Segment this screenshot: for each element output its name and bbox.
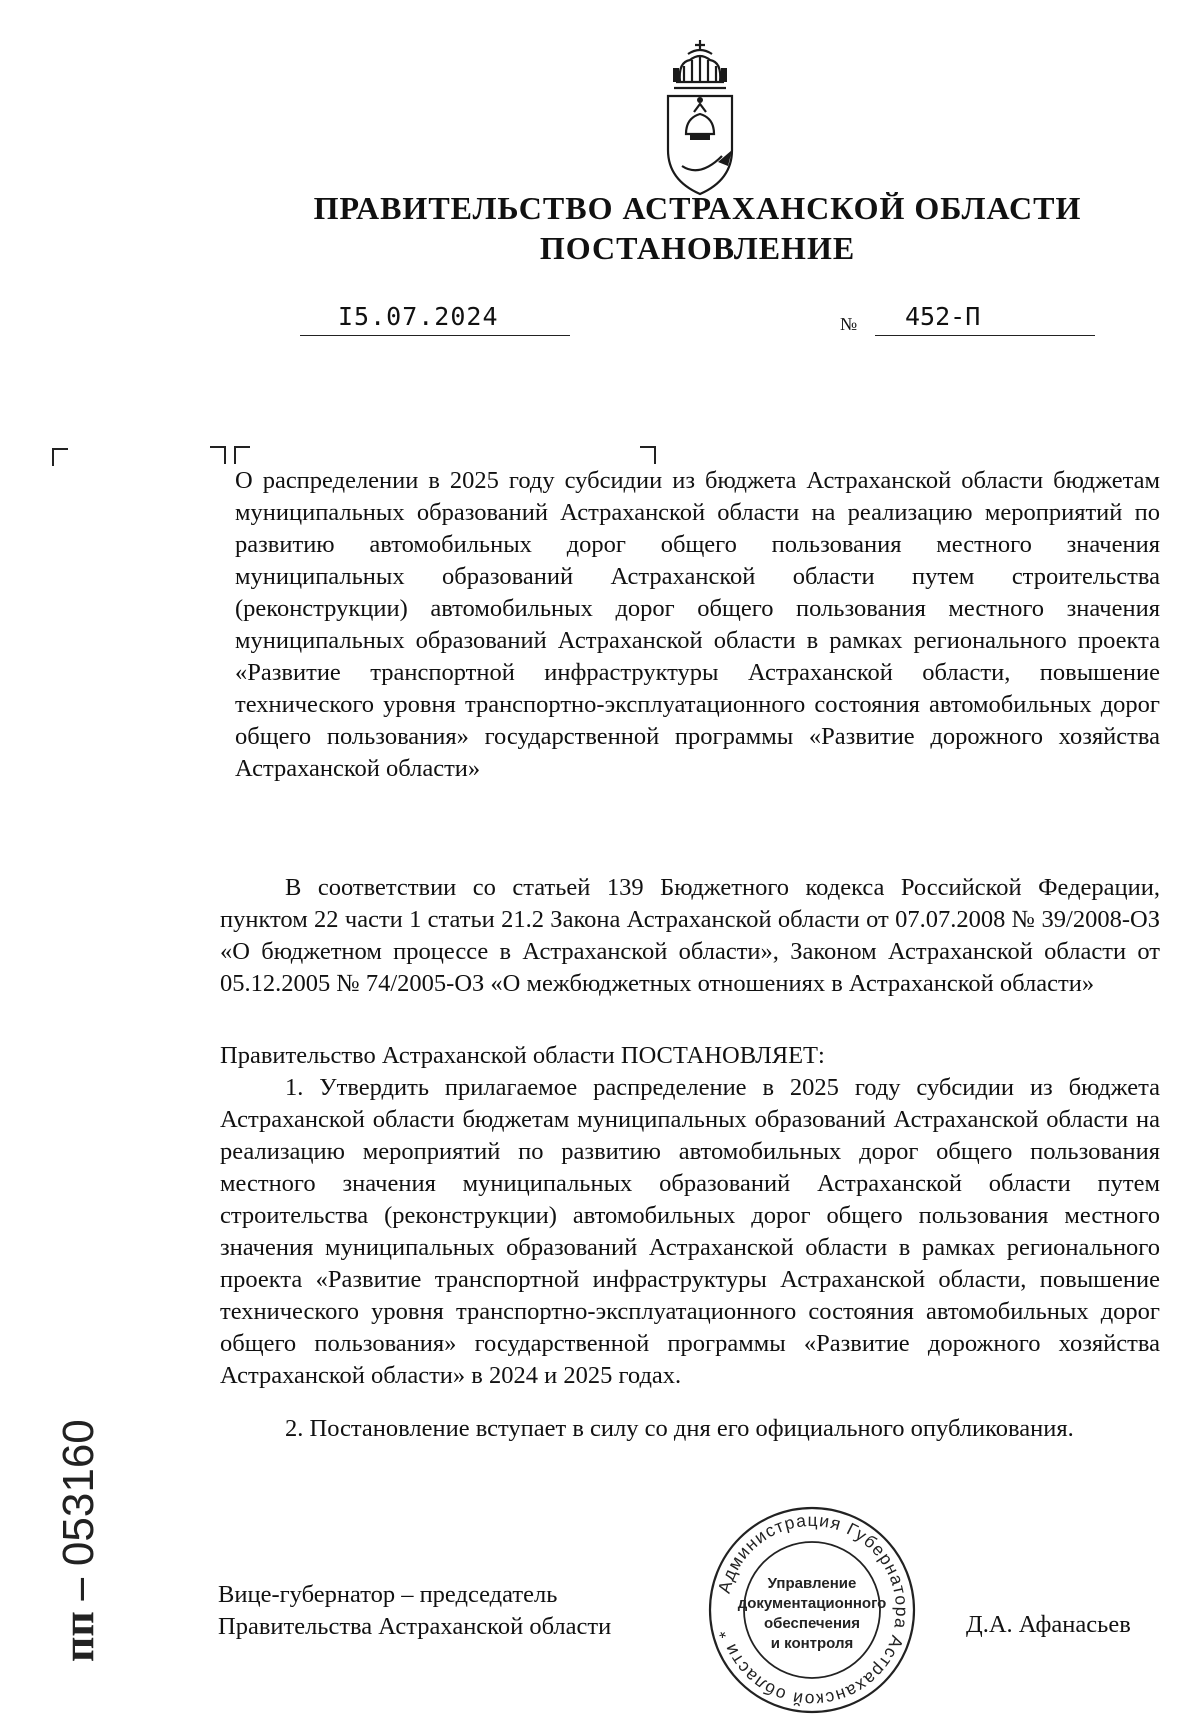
subject-bracket-open-mark — [234, 446, 250, 464]
margin-corner-mark — [52, 448, 68, 466]
subject-bracket-close-mark — [640, 446, 656, 464]
government-title: ПРАВИТЕЛЬСТВО АСТРАХАНСКОЙ ОБЛАСТИ — [313, 190, 1082, 226]
serial-series: пп – — [54, 1578, 103, 1662]
signer-position — [218, 1579, 611, 1643]
document-subject: О распределении в 2025 году субсидии из бюджета Астраханской области бюджетам муниципальных образований Астраханской области на реализацию мероприятий по развитию автомобильных дорог общего пользования местного значения муниципальных образований Астраханской области путем строительства (реконструкции) автомобильных дорог общего пользования местного значения муниципальных образований Астраханской области в рамках регионального проекта «Развитие транспортной инфраструктуры Астраханской области, повышение технического уровня транспортно-эксплуатационного состояния автомобильных дорог общего пользования» государственной программы «Развитие дорожного хозяйства Астраханской области» — [235, 467, 1160, 782]
coat-of-arms-icon — [650, 38, 750, 198]
clause-2: 2. Постановление вступает в силу со дня его официального опубликования. — [285, 1415, 1074, 1442]
stamp-center-line2: документационного — [737, 1595, 887, 1612]
preamble-paragraph: В соответствии со статьей 139 Бюджетного кодекса Российской Федерации, пунктом 22 части 1 статьи 21.2 Закона Астраханской области от 07.07.2008 № 39/2008-ОЗ «О бюджетном процессе в Астраханской области», Законом Астраханской области от 05.12.2005 № 74/2005-ОЗ «О межбюджетных отношениях в Астраханской области» — [220, 874, 1160, 997]
signer-position-line2: Правительства Астраханской области — [218, 1613, 612, 1640]
stamp-center-line3: обеспечения — [763, 1615, 861, 1632]
document-date: I5.07.2024 — [300, 302, 570, 336]
signer-position-line1: Вице-губернатор – председатель — [218, 1581, 558, 1608]
serial-number: 053160 — [54, 1419, 103, 1567]
subject-bracket-left-mark — [210, 446, 226, 464]
stamp-center-line1: Управление — [767, 1575, 857, 1592]
margin-serial — [45, 1419, 105, 1662]
document-type: ПОСТАНОВЛЕНИЕ — [539, 230, 856, 266]
stamp-center-line4: и контроля — [770, 1635, 854, 1652]
stamp-ring-text: Администрация Губернатора Астраханской области * — [713, 1509, 913, 1711]
official-stamp — [705, 1504, 919, 1716]
document-number: 452-П — [875, 302, 1095, 336]
clause-1: 1. Утвердить прилагаемое распределение в 2025 году субсидии из бюджета Астраханской области бюджетам муниципальных образований Астраханской области на реализацию мероприятий по развитию автомобильных дорог общего пользования местного значения муниципальных образований Астраханской области путем строительства (реконструкции) автомобильных дорог общего пользования местного значения муниципальных образований Астраханской области в рамках регионального проекта «Развитие транспортной инфраструктуры Астраханской области, повышение технического уровня транспортно-эксплуатационного состояния автомобильных дорог общего пользования» государственной программы «Развитие дорожного хозяйства Астраханской области» в 2024 и 2025 годах. — [220, 1074, 1160, 1389]
resolves-line: Правительство Астраханской области ПОСТАНОВЛЯЕТ: — [220, 1042, 825, 1069]
number-label: № — [840, 314, 858, 334]
signer-name: Д.А. Афанасьев — [966, 1611, 1131, 1638]
